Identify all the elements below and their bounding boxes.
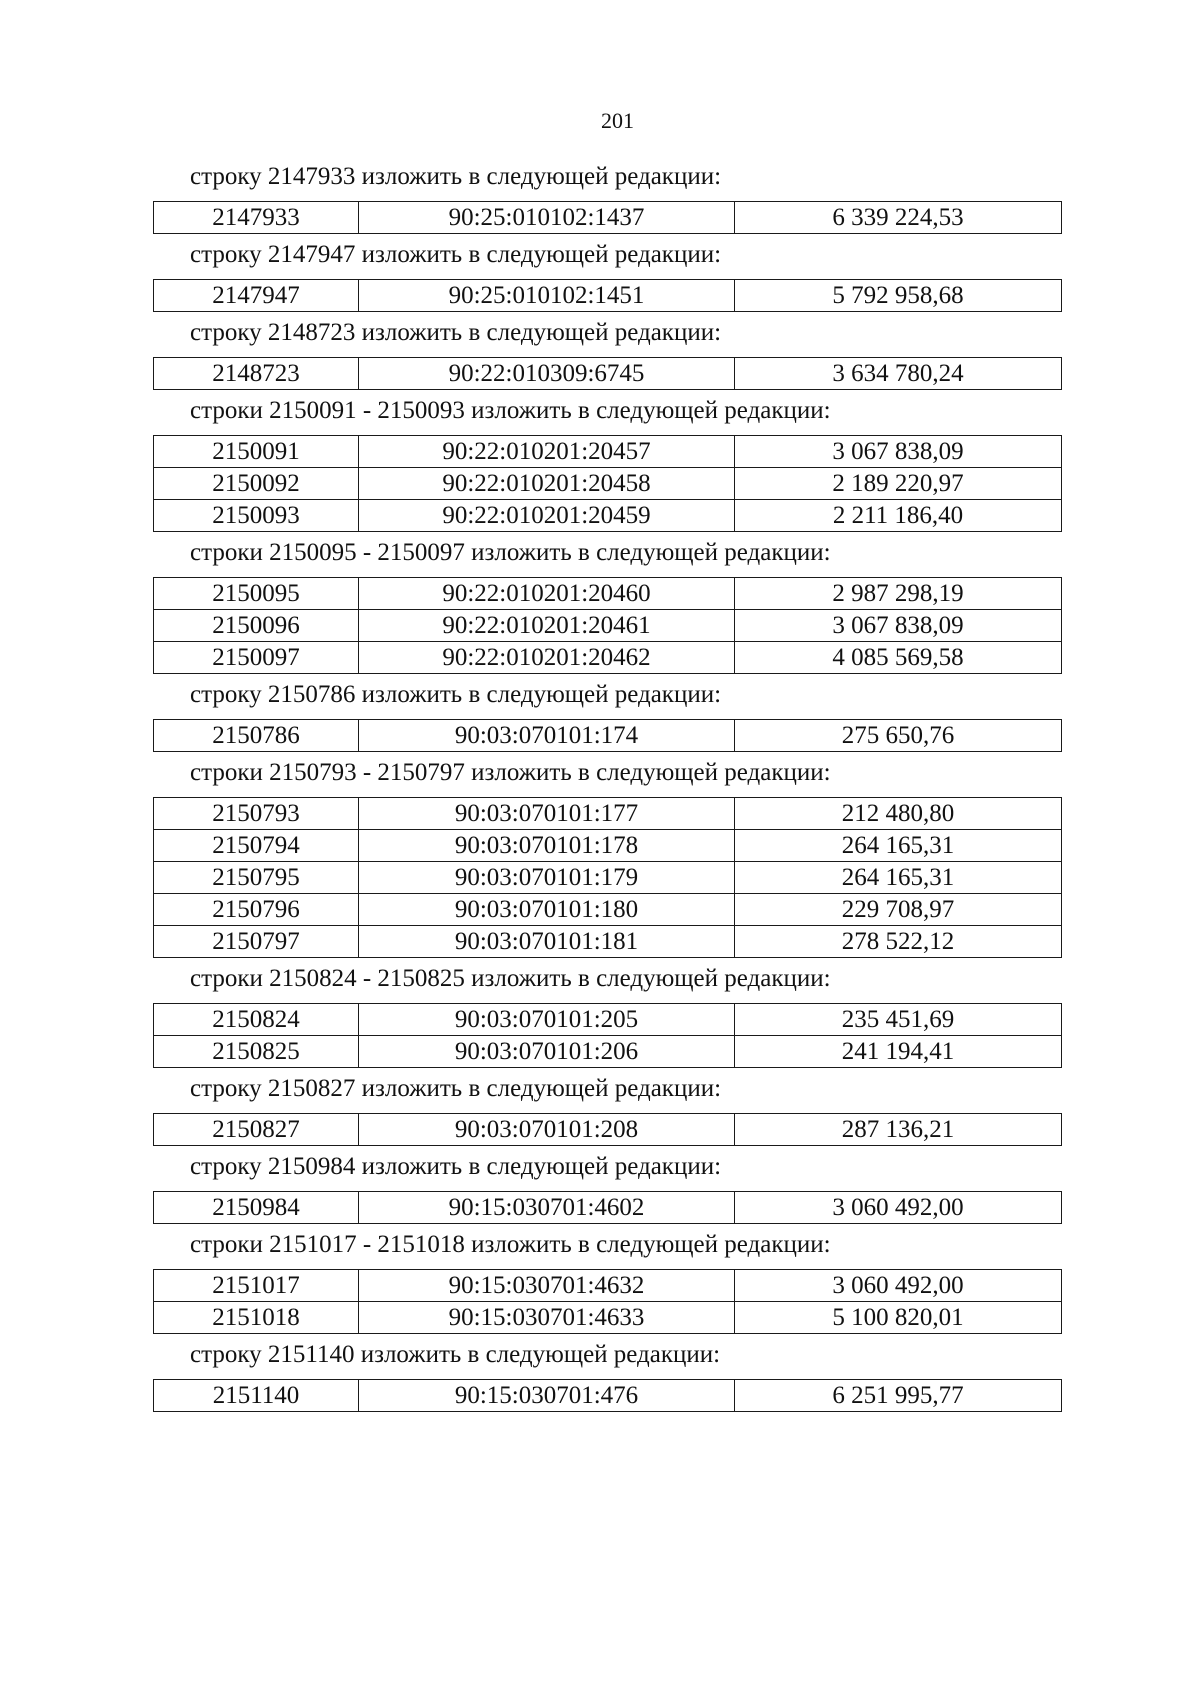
cadastral-number-cell: 90:03:070101:178 xyxy=(359,830,735,862)
cadastral-number-cell: 90:15:030701:476 xyxy=(359,1380,735,1412)
row-number-cell: 2147947 xyxy=(154,280,359,312)
table-row xyxy=(154,1036,1062,1068)
amendment-table xyxy=(153,1191,1062,1224)
table-row xyxy=(154,1114,1062,1146)
value-cell: 3 634 780,24 xyxy=(735,358,1062,390)
table-row xyxy=(154,1380,1062,1412)
cadastral-number-cell: 90:22:010201:20459 xyxy=(359,500,735,532)
amendment-section xyxy=(153,161,1061,234)
amendment-table xyxy=(153,201,1062,234)
table-row xyxy=(154,500,1062,532)
amendment-table xyxy=(153,279,1062,312)
amendment-instruction: строку 2151140 изложить в следующей редакции: xyxy=(190,1341,721,1368)
amendment-instruction: строку 2148723 изложить в следующей редакции: xyxy=(190,319,722,346)
row-number-cell: 2150793 xyxy=(154,798,359,830)
cadastral-number-cell: 90:03:070101:205 xyxy=(359,1004,735,1036)
amendment-instruction: строки 2150091 - 2150093 изложить в следующей редакции: xyxy=(190,397,831,424)
table-row xyxy=(154,926,1062,958)
table-row xyxy=(154,1192,1062,1224)
row-number-cell: 2150097 xyxy=(154,642,359,674)
cadastral-number-cell: 90:25:010102:1437 xyxy=(359,202,735,234)
row-number-cell: 2150824 xyxy=(154,1004,359,1036)
amendment-section xyxy=(153,317,1061,390)
value-cell: 287 136,21 xyxy=(735,1114,1062,1146)
value-cell: 3 067 838,09 xyxy=(735,610,1062,642)
amendment-instruction: строки 2150793 - 2150797 изложить в следующей редакции: xyxy=(190,759,831,786)
value-cell: 3 060 492,00 xyxy=(735,1192,1062,1224)
amendment-table xyxy=(153,1379,1062,1412)
cadastral-number-cell: 90:15:030701:4632 xyxy=(359,1270,735,1302)
amendment-table xyxy=(153,1003,1062,1068)
value-cell: 235 451,69 xyxy=(735,1004,1062,1036)
table-row xyxy=(154,1302,1062,1334)
table-row xyxy=(154,1004,1062,1036)
amendment-section xyxy=(153,757,1061,958)
cadastral-number-cell: 90:22:010201:20462 xyxy=(359,642,735,674)
value-cell: 241 194,41 xyxy=(735,1036,1062,1068)
cadastral-number-cell: 90:03:070101:180 xyxy=(359,894,735,926)
row-number-cell: 2150827 xyxy=(154,1114,359,1146)
value-cell: 5 100 820,01 xyxy=(735,1302,1062,1334)
amendment-table xyxy=(153,1113,1062,1146)
table-row xyxy=(154,358,1062,390)
amendment-instruction: строку 2150827 изложить в следующей редакции: xyxy=(190,1075,722,1102)
amendment-section xyxy=(153,679,1061,752)
table-row xyxy=(154,894,1062,926)
amendment-table xyxy=(153,719,1062,752)
table-row xyxy=(154,578,1062,610)
row-number-cell: 2150091 xyxy=(154,436,359,468)
value-cell: 264 165,31 xyxy=(735,862,1062,894)
value-cell: 278 522,12 xyxy=(735,926,1062,958)
value-cell: 212 480,80 xyxy=(735,798,1062,830)
amendment-instruction: строку 2147933 изложить в следующей редакции: xyxy=(190,163,722,190)
amendment-table xyxy=(153,357,1062,390)
table-row xyxy=(154,720,1062,752)
table-row xyxy=(154,280,1062,312)
amendment-section xyxy=(153,395,1061,532)
cadastral-number-cell: 90:15:030701:4633 xyxy=(359,1302,735,1334)
amendment-table xyxy=(153,577,1062,674)
cadastral-number-cell: 90:25:010102:1451 xyxy=(359,280,735,312)
amendment-table xyxy=(153,1269,1062,1334)
value-cell: 275 650,76 xyxy=(735,720,1062,752)
value-cell: 264 165,31 xyxy=(735,830,1062,862)
row-number-cell: 2150092 xyxy=(154,468,359,500)
table-row xyxy=(154,468,1062,500)
amendment-instruction: строки 2150824 - 2150825 изложить в следующей редакции: xyxy=(190,965,831,992)
row-number-cell: 2150786 xyxy=(154,720,359,752)
amendment-section xyxy=(153,1229,1061,1334)
amendment-section xyxy=(153,537,1061,674)
table-row xyxy=(154,798,1062,830)
value-cell: 6 251 995,77 xyxy=(735,1380,1062,1412)
value-cell: 3 067 838,09 xyxy=(735,436,1062,468)
row-number-cell: 2150825 xyxy=(154,1036,359,1068)
value-cell: 6 339 224,53 xyxy=(735,202,1062,234)
value-cell: 3 060 492,00 xyxy=(735,1270,1062,1302)
row-number-cell: 2150796 xyxy=(154,894,359,926)
cadastral-number-cell: 90:22:010201:20457 xyxy=(359,436,735,468)
row-number-cell: 2147933 xyxy=(154,202,359,234)
amendment-instruction: строки 2151017 - 2151018 изложить в следующей редакции: xyxy=(190,1231,831,1258)
value-cell: 2 211 186,40 xyxy=(735,500,1062,532)
amendment-instruction: строку 2147947 изложить в следующей редакции: xyxy=(190,241,722,268)
row-number-cell: 2150096 xyxy=(154,610,359,642)
amendment-section xyxy=(153,963,1061,1068)
row-number-cell: 2150795 xyxy=(154,862,359,894)
row-number-cell: 2150093 xyxy=(154,500,359,532)
table-row xyxy=(154,436,1062,468)
table-row xyxy=(154,610,1062,642)
row-number-cell: 2150095 xyxy=(154,578,359,610)
row-number-cell: 2148723 xyxy=(154,358,359,390)
amendment-instruction: строку 2150984 изложить в следующей редакции: xyxy=(190,1153,722,1180)
row-number-cell: 2150794 xyxy=(154,830,359,862)
row-number-cell: 2150984 xyxy=(154,1192,359,1224)
amendment-section xyxy=(153,1151,1061,1224)
amendment-section xyxy=(153,239,1061,312)
table-row xyxy=(154,202,1062,234)
cadastral-number-cell: 90:03:070101:208 xyxy=(359,1114,735,1146)
amendment-section xyxy=(153,1339,1061,1412)
table-row xyxy=(154,862,1062,894)
value-cell: 5 792 958,68 xyxy=(735,280,1062,312)
value-cell: 2 987 298,19 xyxy=(735,578,1062,610)
row-number-cell: 2150797 xyxy=(154,926,359,958)
cadastral-number-cell: 90:22:010201:20458 xyxy=(359,468,735,500)
cadastral-number-cell: 90:15:030701:4602 xyxy=(359,1192,735,1224)
amendment-section xyxy=(153,1073,1061,1146)
cadastral-number-cell: 90:22:010309:6745 xyxy=(359,358,735,390)
cadastral-number-cell: 90:03:070101:179 xyxy=(359,862,735,894)
cadastral-number-cell: 90:22:010201:20461 xyxy=(359,610,735,642)
table-row xyxy=(154,830,1062,862)
cadastral-number-cell: 90:03:070101:206 xyxy=(359,1036,735,1068)
table-row xyxy=(154,642,1062,674)
value-cell: 229 708,97 xyxy=(735,894,1062,926)
page-number: 201 xyxy=(601,108,634,133)
value-cell: 2 189 220,97 xyxy=(735,468,1062,500)
amendment-table xyxy=(153,797,1062,958)
cadastral-number-cell: 90:22:010201:20460 xyxy=(359,578,735,610)
amendment-instruction: строки 2150095 - 2150097 изложить в следующей редакции: xyxy=(190,539,831,566)
value-cell: 4 085 569,58 xyxy=(735,642,1062,674)
cadastral-number-cell: 90:03:070101:177 xyxy=(359,798,735,830)
row-number-cell: 2151140 xyxy=(154,1380,359,1412)
amendment-instruction: строку 2150786 изложить в следующей редакции: xyxy=(190,681,722,708)
table-row xyxy=(154,1270,1062,1302)
document-body xyxy=(153,161,1061,1417)
cadastral-number-cell: 90:03:070101:181 xyxy=(359,926,735,958)
cadastral-number-cell: 90:03:070101:174 xyxy=(359,720,735,752)
amendment-table xyxy=(153,435,1062,532)
row-number-cell: 2151018 xyxy=(154,1302,359,1334)
row-number-cell: 2151017 xyxy=(154,1270,359,1302)
